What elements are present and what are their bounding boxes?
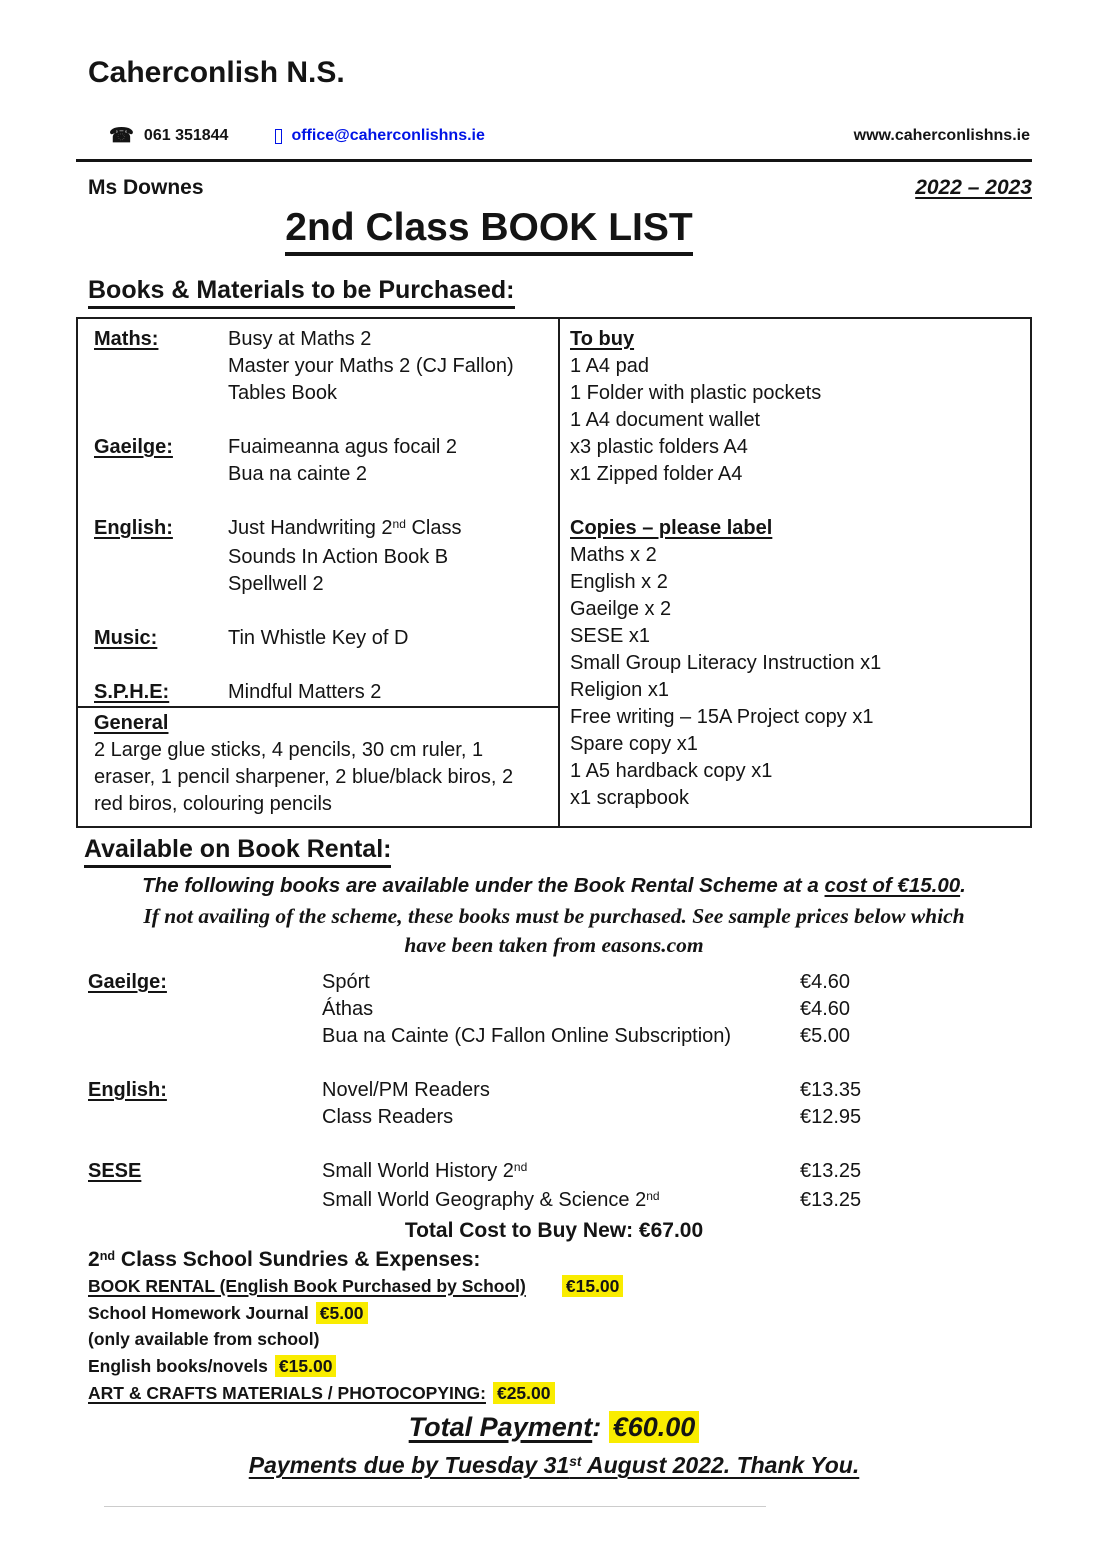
- website: www.caherconlishns.ie: [853, 127, 1030, 144]
- copies-item: Religion x1: [570, 678, 669, 701]
- signature-line: [104, 1506, 766, 1507]
- phone-number: 061 351844: [143, 127, 229, 144]
- to-buy-item: 1 A4 pad: [570, 354, 649, 377]
- book-title: Just Handwriting 2nd Class: [228, 516, 462, 539]
- supplies-column: [560, 319, 1030, 826]
- sundries-label: (only available from school): [88, 1329, 320, 1350]
- rental-item-title: Bua na Cainte (CJ Fallon Online Subscription): [322, 1024, 732, 1047]
- envelope-icon: [275, 129, 282, 144]
- rental-list: [76, 969, 1032, 1216]
- total-payment-amount: €60.00: [609, 1411, 700, 1443]
- book-title: Sounds In Action Book B: [228, 545, 449, 568]
- rental-item-title: Small World Geography & Science 2nd: [322, 1188, 660, 1211]
- rental-item-title: Novel/PM Readers: [322, 1078, 490, 1101]
- title-row: [76, 206, 902, 256]
- rental-item-price: €5.00: [800, 1024, 851, 1047]
- to-buy-item: 1 Folder with plastic pockets: [570, 381, 822, 404]
- rental-intro: The following books are available under the Book Rental Scheme at a cost of €15.00.: [142, 873, 966, 897]
- rental-group-label: Gaeilge:: [88, 970, 167, 993]
- total-payment: Total Payment: €60.00: [76, 1412, 1032, 1443]
- sundries-label: English books/novels: [88, 1356, 268, 1377]
- rental-group-label: SESE: [88, 1159, 142, 1182]
- sundries-heading: 2nd Class School Sundries & Expenses:: [88, 1247, 481, 1271]
- sundries-list: [88, 1273, 1032, 1407]
- book-title: Tables Book: [228, 381, 337, 404]
- to-buy-item: x1 Zipped folder A4: [570, 462, 743, 485]
- rental-item-title: Class Readers: [322, 1105, 454, 1128]
- subjects-column: [78, 319, 560, 826]
- general-cell: [78, 706, 558, 826]
- total-payment-label: Total Payment: [408, 1411, 593, 1442]
- book-title: Spellwell 2: [228, 572, 324, 595]
- copies-item: 1 A5 hardback copy x1: [570, 759, 773, 782]
- to-buy-item: x3 plastic folders A4: [570, 435, 748, 458]
- email-link[interactable]: office@caherconlishns.ie: [291, 127, 485, 144]
- school-name: Caherconlish N.S.: [88, 56, 345, 89]
- sundries-price: €25.00: [493, 1382, 555, 1404]
- sundries-price: €15.00: [562, 1275, 624, 1297]
- rental-item-price: €4.60: [800, 970, 851, 993]
- book-title: Mindful Matters 2: [228, 680, 382, 703]
- subject-label: Maths:: [94, 327, 159, 350]
- purchase-heading: Books & Materials to be Purchased:: [88, 276, 1032, 309]
- books-table: [76, 317, 1032, 828]
- book-title: Bua na cainte 2: [228, 462, 367, 485]
- sundries-label: BOOK RENTAL (English Book Purchased by School): [88, 1275, 526, 1296]
- book-title: Busy at Maths 2: [228, 327, 372, 350]
- to-buy-heading: To buy: [570, 327, 635, 350]
- rental-group-label: English:: [88, 1078, 167, 1101]
- book-title: Master your Maths 2 (CJ Fallon): [228, 354, 514, 377]
- copies-item: Maths x 2: [570, 543, 657, 566]
- general-text: 2 Large glue sticks, 4 pencils, 30 cm ruler, 1 eraser, 1 pencil sharpener, 2 blue/black biros, 2 red biros, colouring pencils: [94, 738, 514, 815]
- copies-item: Free writing – 15A Project copy x1: [570, 705, 874, 728]
- subject-label: S.P.H.E:: [94, 680, 170, 703]
- book-title: Tin Whistle Key of D: [228, 626, 409, 649]
- copies-item: SESE x1: [570, 624, 651, 647]
- subjects-cell: [78, 319, 558, 706]
- copies-heading: Copies – please label: [570, 516, 773, 539]
- copies-item: Small Group Literacy Instruction x1: [570, 651, 882, 674]
- rental-item-price: €4.60: [800, 997, 851, 1020]
- email-group: [275, 127, 484, 145]
- rental-item-price: €12.95: [800, 1105, 862, 1128]
- teacher-name: Ms Downes: [88, 176, 204, 199]
- rental-item-price: €13.35: [800, 1078, 862, 1101]
- copies-item: x1 scrapbook: [570, 786, 689, 809]
- rental-note: If not availing of the scheme, these books must be purchased. See sample prices below which have been taken from easons.com: [143, 903, 965, 957]
- sundries-label: School Homework Journal: [88, 1302, 309, 1323]
- page-title: 2nd Class BOOK LIST: [285, 206, 692, 256]
- payments-due: Payments due by Tuesday 31st August 2022. Thank You.: [248, 1451, 860, 1478]
- subject-label: Gaeilge:: [94, 435, 173, 458]
- rental-item-price: €13.25: [800, 1159, 862, 1182]
- teacher-row: [88, 176, 1032, 200]
- rental-item-price: €13.25: [800, 1188, 862, 1211]
- subject-label: English:: [94, 516, 173, 539]
- header-rule: [76, 159, 1032, 162]
- general-heading: General: [94, 711, 169, 734]
- sundries-price: €5.00: [316, 1302, 368, 1324]
- rental-item-title: Small World History 2nd: [322, 1159, 528, 1182]
- subject-label: Music:: [94, 626, 158, 649]
- book-title: Fuaimeanna agus focail 2: [228, 435, 458, 458]
- school-year: 2022 – 2023: [915, 176, 1032, 199]
- rental-heading: Available on Book Rental:: [84, 835, 1032, 868]
- rental-item-title: Spórt: [322, 970, 370, 993]
- contact-row: [109, 126, 1032, 146]
- sundries-price: €15.00: [275, 1355, 337, 1377]
- rental-item-title: Áthas: [322, 997, 374, 1020]
- phone-icon: ☎: [109, 125, 134, 147]
- copies-item: Spare copy x1: [570, 732, 698, 755]
- sundries-label: ART & CRAFTS MATERIALS / PHOTOCOPYING:: [88, 1383, 486, 1404]
- to-buy-item: 1 A4 document wallet: [570, 408, 761, 431]
- total-buy-new: Total Cost to Buy New: €67.00: [404, 1218, 704, 1242]
- copies-item: Gaeilge x 2: [570, 597, 672, 620]
- copies-item: English x 2: [570, 570, 668, 593]
